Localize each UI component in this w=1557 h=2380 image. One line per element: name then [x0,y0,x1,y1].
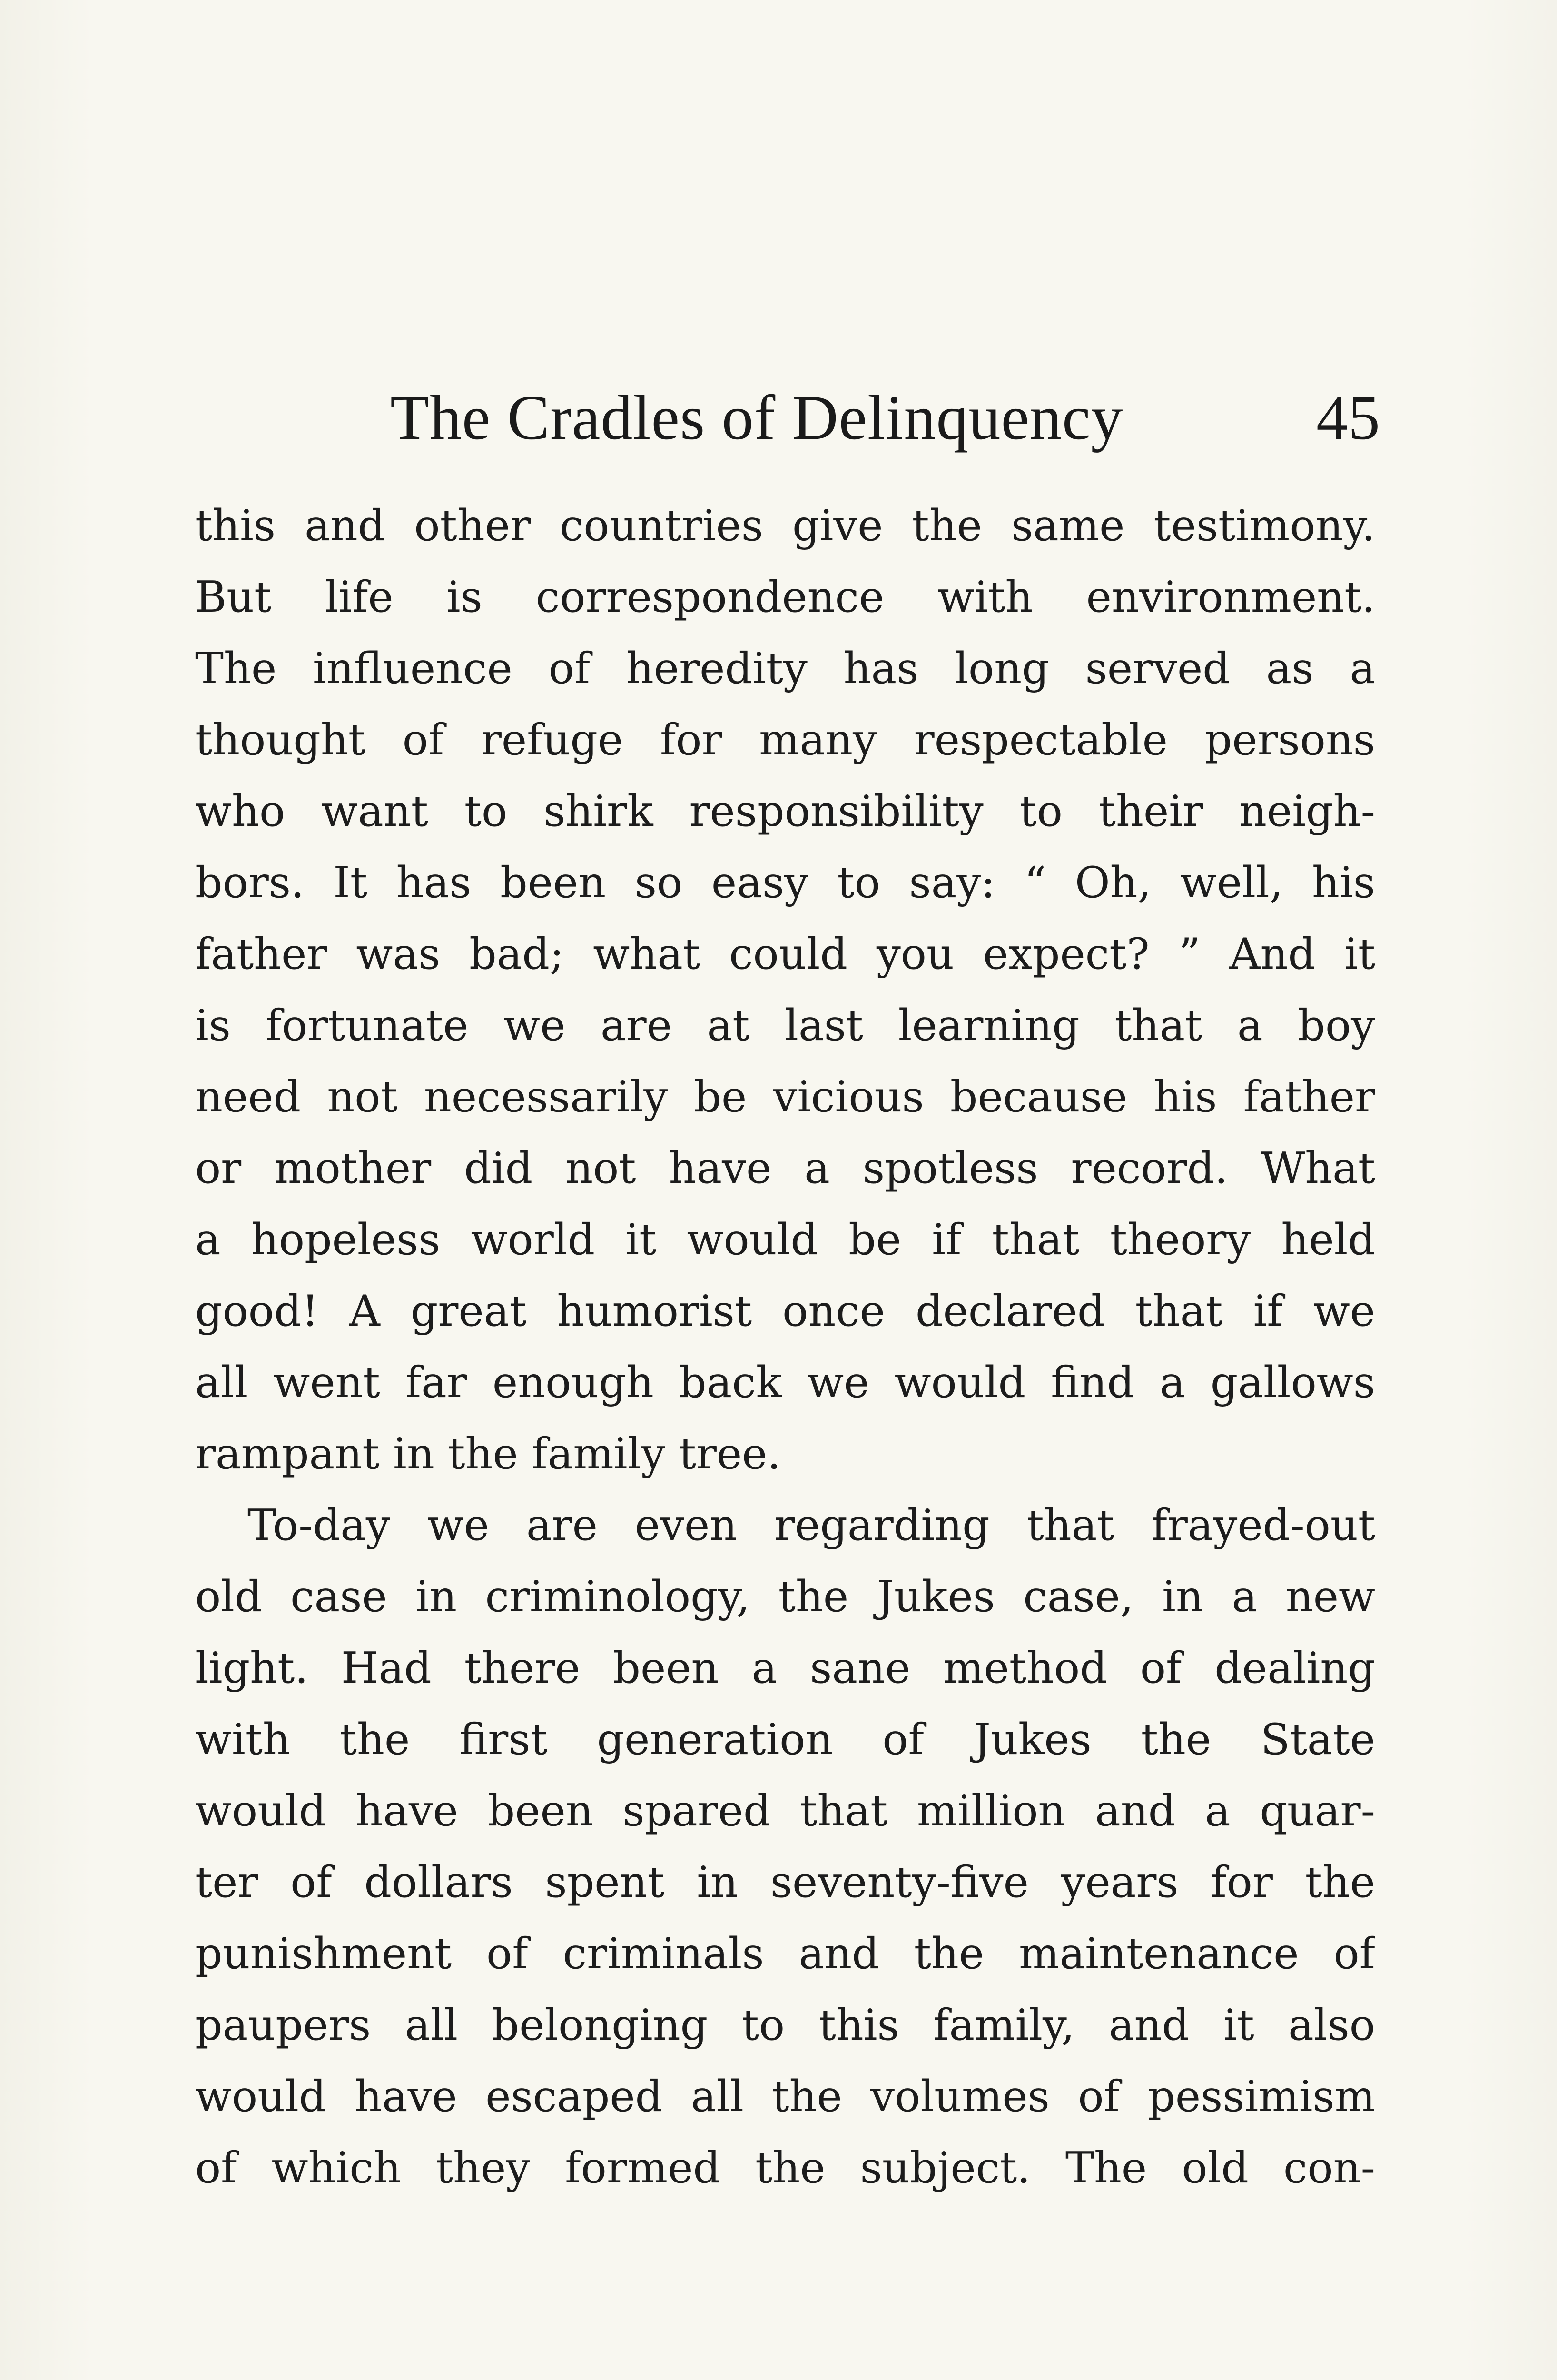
text-line: old case in criminology, the Jukes case, in a new [195,1572,1375,1622]
text-line: father was bad; what could you expect? ” And it [195,929,1375,979]
body-text [195,490,1375,2204]
text-line: punishment of criminals and the maintenance of [195,1929,1375,1979]
text-line: is fortunate we are at last learning that a boy [195,1001,1375,1051]
text-line: rampant in the family tree. [195,1429,781,1479]
text-line: light. Had there been a sane method of dealing [195,1643,1375,1693]
page-number: 45 [1316,382,1380,453]
paragraph-1 [195,490,1375,1490]
text-line: would have escaped all the volumes of pessimism [195,2072,1375,2122]
text-line: this and other countries give the same testimony. [195,501,1375,551]
text-line: with the first generation of Jukes the State [195,1715,1375,1765]
text-line: good! A great humorist once declared that if we [195,1286,1375,1336]
text-line: all went far enough back we would find a gallows [195,1358,1375,1408]
running-title: The Cradles of Delinquency [390,382,1123,453]
text-line: would have been spared that million and a quar- [195,1786,1375,1836]
text-line: need not necessarily be vicious because his father [195,1072,1375,1122]
running-head [390,371,1380,466]
text-line: bors. It has been so easy to say: “ Oh, well, his [195,858,1375,908]
text-line: But life is correspondence with environment. [195,572,1375,622]
text-line: The influence of heredity has long served as a [195,644,1375,694]
text-line: ter of dollars spent in seventy-five years for the [195,1857,1375,1907]
paragraph-2 [195,1490,1375,2204]
text-line: paupers all belonging to this family, and it also [195,2000,1375,2050]
text-line: thought of refuge for many respectable persons [195,715,1375,765]
text-line: who want to shirk responsibility to their neigh- [195,786,1375,836]
text-line: or mother did not have a spotless record. What [195,1143,1375,1193]
text-line: of which they formed the subject. The old con- [195,2143,1375,2193]
text-line: To-day we are even regarding that frayed-out [247,1500,1375,1550]
text-line: a hopeless world it would be if that theory held [195,1215,1375,1265]
